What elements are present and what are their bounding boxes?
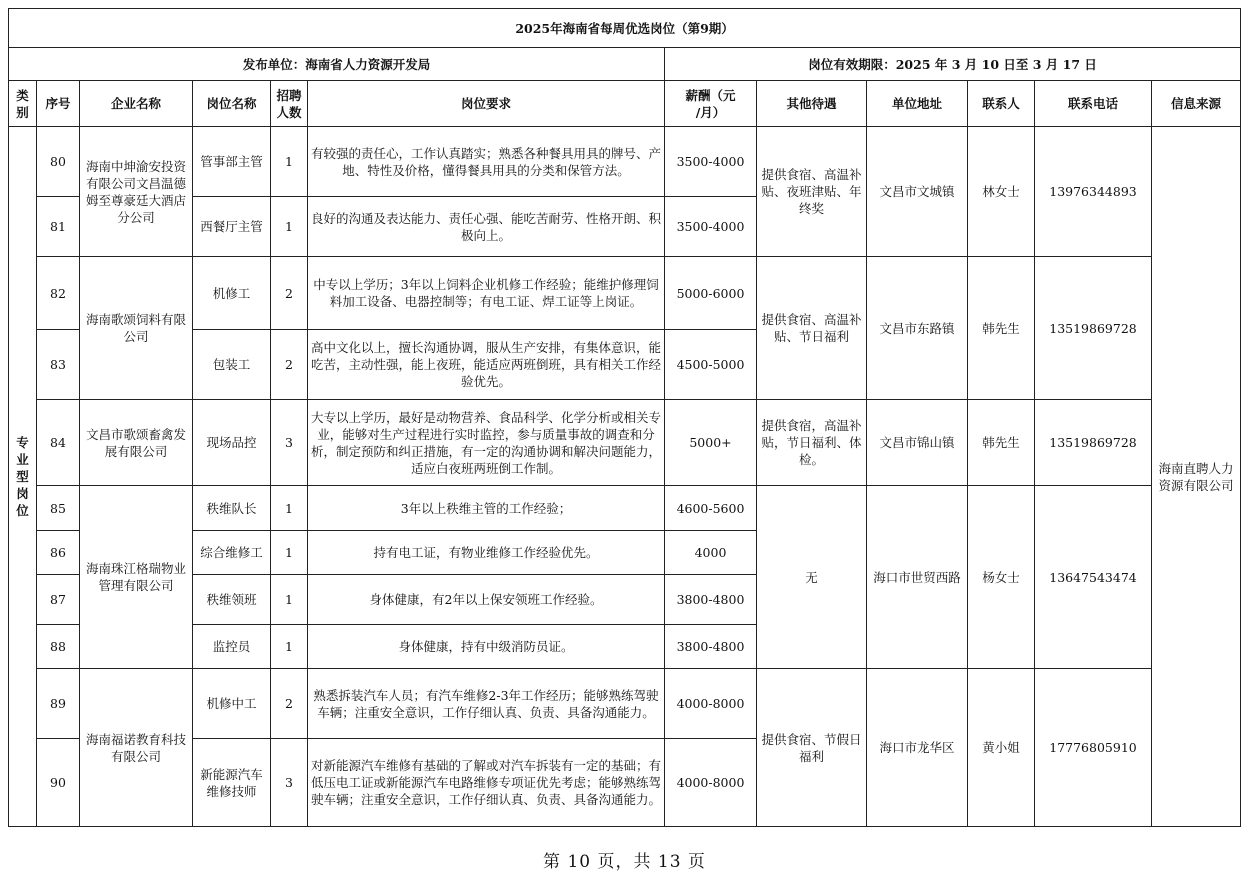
publisher: 发布单位：海南省人力资源开发局 [9,48,665,81]
header-seq: 序号 [37,81,80,127]
requirements-cell: 持有电工证，有物业维修工作经验优先。 [308,531,665,575]
requirements-cell: 良好的沟通及表达能力、责任心强、能吃苦耐劳、性格开朗、积极向上。 [308,197,665,257]
position-cell: 综合维修工 [193,531,271,575]
company-cell: 海南福诺教育科技有限公司 [80,669,193,827]
address-cell: 文昌市文城镇 [867,127,968,257]
salary-cell: 4600-5600 [665,486,757,531]
address-cell: 文昌市锦山镇 [867,400,968,486]
table-row [9,400,1241,486]
salary-cell: 5000-6000 [665,257,757,330]
position-cell: 包装工 [193,330,271,400]
header-category: 类 别 [9,81,37,127]
header-salary: 薪酬（元 /月） [665,81,757,127]
salary-cell: 4000-8000 [665,669,757,739]
contact-cell: 韩先生 [968,257,1035,400]
seq-cell: 83 [37,330,80,400]
phone-cell: 17776805910 [1035,669,1152,827]
headcount-cell: 3 [271,400,308,486]
benefits-cell: 提供食宿、高温补贴、夜班津贴、年终奖 [757,127,867,257]
phone-cell: 13519869728 [1035,400,1152,486]
address-cell: 文昌市东路镇 [867,257,968,400]
headcount-cell: 1 [271,625,308,669]
header-company: 企业名称 [80,81,193,127]
headcount-cell: 2 [271,669,308,739]
headcount-cell: 3 [271,739,308,827]
salary-cell: 4000 [665,531,757,575]
benefits-cell: 提供食宿、节假日福利 [757,669,867,827]
salary-cell: 5000+ [665,400,757,486]
source-cell: 海南直聘人力资源有限公司 [1152,127,1241,827]
company-cell: 海南中坤渝安投资有限公司文昌温德姆至尊豪廷大酒店分公司 [80,127,193,257]
page-number: 第 10 页，共 13 页 [543,852,706,872]
requirements-cell: 中专以上学历；3年以上饲料企业机修工作经验；能维护修理饲料加工设备、电器控制等；有电工证、焊工证等上岗证。 [308,257,665,330]
header-contact: 联系人 [968,81,1035,127]
requirements-cell: 大专以上学历，最好是动物营养、食品科学、化学分析或相关专业，能够对生产过程进行实时监控，参与质量事故的调查和分析，制定预防和纠正措施，有一定的沟通协调和解决问题能力，适应白夜班两班倒工作制。 [308,400,665,486]
address-cell: 海口市龙华区 [867,669,968,827]
address-cell: 海口市世贸西路 [867,486,968,669]
position-cell: 管事部主管 [193,127,271,197]
headcount-cell: 1 [271,486,308,531]
header-headcount: 招聘 人数 [271,81,308,127]
requirements-cell: 有较强的责任心，工作认真踏实；熟悉各种餐具用具的牌号、产地、特性及价格，懂得餐具用具的分类和保管方法。 [308,127,665,197]
requirements-cell: 高中文化以上，擅长沟通协调，服从生产安排，有集体意识，能吃苦，主动性强，能上夜班，能适应两班倒班，具有相关工作经验优先。 [308,330,665,400]
salary-cell: 4500-5000 [665,330,757,400]
salary-cell: 4000-8000 [665,739,757,827]
table-row [9,127,1241,197]
seq-cell: 88 [37,625,80,669]
category-cell: 专 业 型 岗 位 [9,127,37,827]
position-cell: 秩维队长 [193,486,271,531]
seq-cell: 84 [37,400,80,486]
headcount-cell: 1 [271,575,308,625]
header-requirements: 岗位要求 [308,81,665,127]
header-position: 岗位名称 [193,81,271,127]
salary-cell: 3500-4000 [665,127,757,197]
table-row [9,486,1241,531]
headcount-cell: 2 [271,330,308,400]
contact-cell: 黄小姐 [968,669,1035,827]
benefits-cell: 无 [757,486,867,669]
salary-cell: 3800-4800 [665,625,757,669]
position-cell: 秩维领班 [193,575,271,625]
benefits-cell: 提供食宿、高温补贴、节日福利 [757,257,867,400]
headcount-cell: 1 [271,531,308,575]
seq-cell: 86 [37,531,80,575]
seq-cell: 82 [37,257,80,330]
salary-cell: 3800-4800 [665,575,757,625]
table-row [9,669,1241,739]
company-cell: 海南珠江格瑞物业管理有限公司 [80,486,193,669]
requirements-cell: 3年以上秩维主管的工作经验； [308,486,665,531]
position-cell: 现场品控 [193,400,271,486]
requirements-cell: 熟悉拆装汽车人员；有汽车维修2-3年工作经历；能够熟练驾驶车辆；注重安全意识，工作仔细认真、负责、具备沟通能力。 [308,669,665,739]
contact-cell: 林女士 [968,127,1035,257]
seq-cell: 85 [37,486,80,531]
company-cell: 海南歌颂饲料有限公司 [80,257,193,400]
contact-cell: 韩先生 [968,400,1035,486]
headcount-cell: 1 [271,197,308,257]
seq-cell: 90 [37,739,80,827]
header-phone: 联系电话 [1035,81,1152,127]
phone-cell: 13647543474 [1035,486,1152,669]
salary-cell: 3500-4000 [665,197,757,257]
table-row [9,257,1241,330]
header-address: 单位地址 [867,81,968,127]
requirements-cell: 对新能源汽车维修有基础的了解或对汽车拆装有一定的基础；有低压电工证或新能源汽车电路维修专项证优先考虑；能够熟练驾驶车辆；注重安全意识，工作仔细认真、负责、具备沟通能力。 [308,739,665,827]
position-cell: 机修工 [193,257,271,330]
job-table [8,8,1241,827]
contact-cell: 杨女士 [968,486,1035,669]
seq-cell: 87 [37,575,80,625]
header-benefits: 其他待遇 [757,81,867,127]
position-cell: 新能源汽车维修技师 [193,739,271,827]
seq-cell: 81 [37,197,80,257]
table-title: 2025年海南省每周优选岗位（第9期） [9,9,1241,48]
company-cell: 文昌市歌颂畜禽发展有限公司 [80,400,193,486]
seq-cell: 89 [37,669,80,739]
requirements-cell: 身体健康，有2年以上保安领班工作经验。 [308,575,665,625]
seq-cell: 80 [37,127,80,197]
position-cell: 机修中工 [193,669,271,739]
headcount-cell: 1 [271,127,308,197]
header-source: 信息来源 [1152,81,1241,127]
headcount-cell: 2 [271,257,308,330]
phone-cell: 13976344893 [1035,127,1152,257]
requirements-cell: 身体健康，持有中级消防员证。 [308,625,665,669]
benefits-cell: 提供食宿，高温补贴，节日福利、体检。 [757,400,867,486]
header-row [9,81,1241,127]
position-cell: 监控员 [193,625,271,669]
position-cell: 西餐厅主管 [193,197,271,257]
phone-cell: 13519869728 [1035,257,1152,400]
validity-period: 岗位有效期限：2025 年 3 月 10 日至 3 月 17 日 [665,48,1241,81]
